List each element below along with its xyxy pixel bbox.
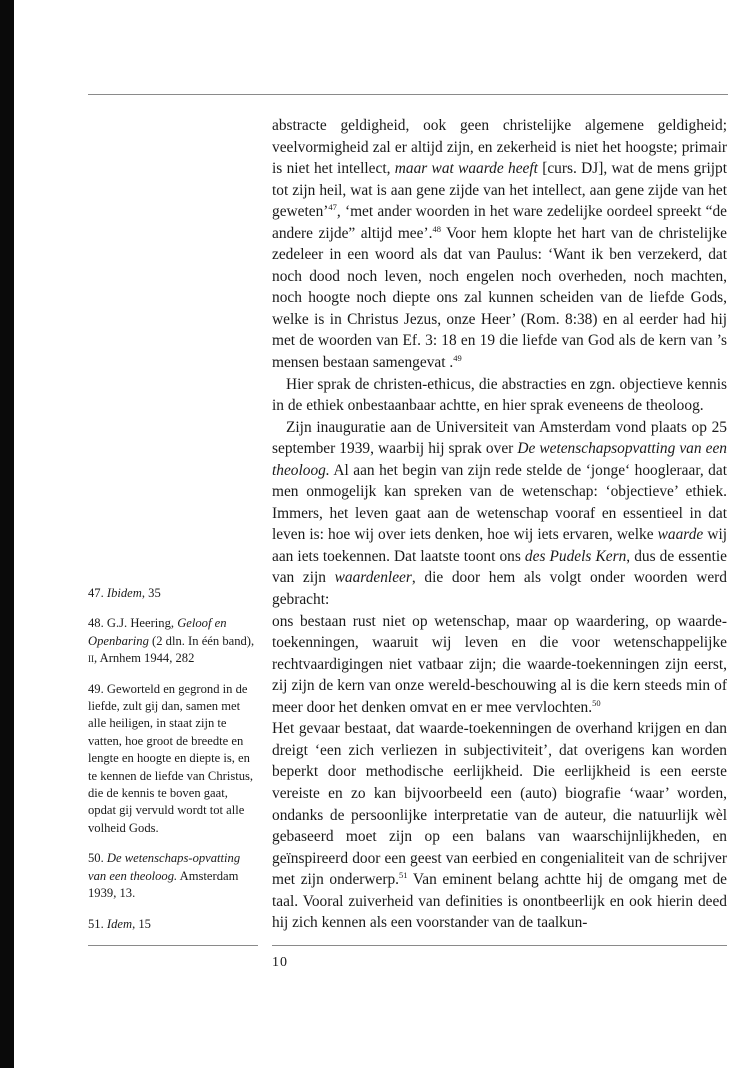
footnote-49 [88, 681, 258, 838]
text-run: Voor hem klopte het hart van de christelijke zedeleer in een woord als dat van Paulus: ‘Want ik ben verzekerd, dat noch dood noch leven, noch engelen noch overheden, noch machten, noch hoogte noch diepte ons zal kunnen scheiden van de liefde Gods, welke is in Christus Jezus, onze Heer’ (Rom. 8:38) en al eerder had hij met de woorden van Ef. 3: 18 en 19 die liefde van God als de kern van ’s mensen bestaan samengevat . [272, 224, 727, 372]
text-run: Al aan het begin van zijn rede stelde de ‘jonge‘ hoogleraar, dat men onmogelijk kan spreken van de wetenschap: ‘objectieve’ ethiek. Immers, het leven gaat aan de wetenschap vooraf en essentieel in dat leven is: hoe wij over iets denken, hoe wij iets ervaren, welke [272, 461, 727, 544]
footnote-47 [88, 585, 258, 602]
text-run: Hier sprak de christen-ethicus, die abstracties en zgn. objectieve kennis in de ethiek onbestaanbaar achtte, en hier sprak eveneens de theoloog. [272, 375, 727, 415]
block-quote [272, 611, 727, 719]
footnote-50 [88, 850, 258, 902]
footnotes-column [88, 585, 258, 946]
footnote-ref: 51 [399, 870, 408, 881]
text-run: Amsterdam 1939, 13. [88, 868, 239, 901]
text-run: [curs. DJ], wat de mens grijpt tot zijn heil, wat is aan gene zijde van het intellect, aan gene zijde van het geweten’ [272, 160, 727, 221]
text-run: abstracte geldigheid, ook geen christelijke algemene geldigheid; veelvormigheid zal er altijd zijn, en zekerheid is niet het hoogste; primair is niet het intellect, [272, 117, 727, 178]
footnote-ref: 48 [432, 223, 441, 234]
text-run: , Arnhem 1944, 282 [94, 651, 195, 666]
footnote-ref: 49 [453, 352, 462, 363]
italic-text: De wetenschapsopvatting van een theoloog. [272, 440, 727, 479]
footnotes-bottom-rule [88, 945, 258, 946]
small-caps-text: ii [88, 651, 94, 666]
text-run: , 15 [132, 916, 151, 931]
text-run: , ‘met ander woorden in het ware zedelijke oordeel spreekt “de andere zijde” altijd mee’. [272, 203, 727, 242]
text-run: Zijn inauguratie aan de Universiteit van Amsterdam vond plaats op 25 september 1939, waarbij hij sprak over [272, 418, 727, 458]
scan-binding-edge [0, 0, 14, 1068]
main-text-column [272, 115, 727, 934]
italic-text: De wetenschaps-opvatting van een theoloog. [88, 851, 241, 883]
text-run: Het gevaar bestaat, dat waarde-toekenningen de overhand krijgen en dan dreigt ‘een zich verliezen in subjectiviteit’, dat overigens kan worden beperkt door methodische eerlijkheid. Die eerlijkheid is een eerste vereiste en zo kan bijvoorbeeld een (auto) biografie ‘waar’ worden, ondanks de persoonlijke interpretatie van de auteur, die natuurlijk wèl gebaseerd moet zijn op een balans van waarschijnlijkheden, en geïnspireerd door een geest van eerbied en congenialiteit van de schrijver met zijn onderwerp. [272, 720, 727, 889]
italic-text: Ibidem [106, 586, 142, 600]
paragraph-3 [272, 417, 727, 611]
header-rule [88, 94, 728, 95]
text-run: (2 dln. In één band), [148, 633, 255, 648]
italic-text: des Pudels Kern [524, 547, 627, 565]
paragraph-1 [272, 115, 727, 374]
italic-text: maar wat waarde heeft [394, 160, 538, 178]
main-bottom-rule [272, 945, 727, 946]
text-run: , die door hem als volgt onder woorden werd gebracht: [272, 569, 727, 609]
footnote-48 [88, 615, 258, 667]
text-run: 47. [88, 586, 107, 600]
italic-text: Geloof en Openbaring [88, 616, 227, 648]
text-run: Van eminent belang achtte hij de omgang met de taal. Vooral zuiverheid van definities is onontbeerlijk en ook hierin deed hij zich kennen als een voorstander van de taalkun- [272, 871, 727, 932]
paragraph-2 [272, 374, 727, 417]
text-run: 50. [88, 851, 107, 866]
text-run: 49. Geworteld en gegrond in de liefde, zult gij dan, samen met alle heiligen, in staat zijn te vatten, hoe groot de breedte en lengte en hoogte en diepte is, en te kennen de liefde van Christus, die de kennis te boven gaat, opdat gij vervuld wordt tot alle volheid Gods. [88, 681, 254, 835]
italic-text: waardenleer [334, 569, 412, 587]
text-run: , 35 [141, 586, 161, 600]
page-number: 10 [272, 955, 288, 970]
text-run: , dus de essentie van zijn [272, 547, 727, 587]
text-run: ons bestaan rust niet op wetenschap, maar op waardering, op waarde-toekenningen, waaruit wij leven en die voor wetenschappelijke rechtvaardigingen niet vatbaar zijn; die waarde-toekenningen zijn eerst, zij zijn de kern van onze wereld-beschouwing al is die kern steeds min of meer door het denken omvat en er mee vervlochten. [272, 612, 727, 716]
text-run: wij aan iets toekennen. Dat laatste toont ons [272, 526, 728, 565]
footnote-ref: 50 [592, 697, 601, 708]
footnote-ref: 47 [328, 202, 337, 213]
text-run: 51. [88, 916, 107, 931]
footnote-51 [88, 916, 258, 933]
italic-text: waarde [657, 526, 704, 544]
paragraph-4 [272, 718, 727, 933]
text-run: 48. G.J. Heering, [88, 616, 178, 631]
italic-text: Idem [106, 916, 133, 931]
